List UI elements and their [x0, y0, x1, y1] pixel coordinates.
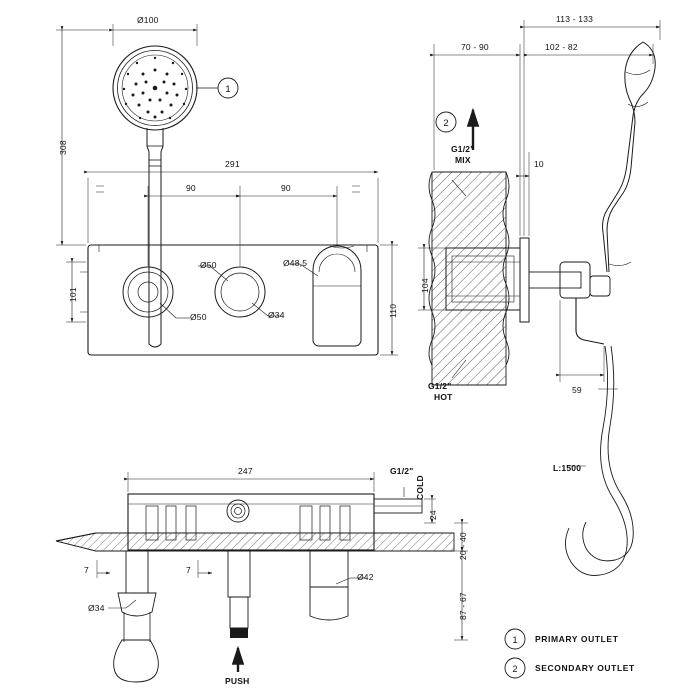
- dim-label-308: 308: [58, 140, 68, 155]
- legend-label-2: SECONDARY OUTLET: [535, 663, 635, 673]
- callout-1-front: [196, 78, 238, 98]
- callout-1-number: 1: [225, 84, 231, 95]
- legend-number-1: 1: [512, 635, 518, 645]
- handshower-head-front: [113, 46, 197, 347]
- dim-59: [560, 300, 604, 382]
- legend-number-2: 2: [512, 664, 518, 674]
- label-hot-line1: G1/2": [428, 381, 452, 391]
- dim-label-104: 104: [420, 278, 430, 293]
- dim-7-a: [97, 560, 110, 578]
- label-mix-line2: MIX: [455, 155, 471, 165]
- dim-90-90: [96, 186, 360, 266]
- dim-291: [88, 172, 378, 243]
- dim-308: [56, 30, 108, 245]
- dim-label-20-40: 20 - 40: [458, 532, 468, 560]
- callout-2-number: 2: [443, 118, 449, 129]
- dim-label-d50-a: Ø50: [200, 260, 217, 270]
- label-push: PUSH: [225, 676, 250, 686]
- dim-label-90-left: 90: [186, 183, 196, 193]
- dim-label-59: 59: [572, 385, 582, 395]
- leader-plan-d34: [108, 600, 136, 608]
- dim-label-d50-b: Ø50: [190, 312, 207, 322]
- label-hot-line2: HOT: [434, 392, 453, 402]
- label-mix-line1: G1/2": [451, 144, 475, 154]
- dim-label-d485: Ø48,5: [283, 258, 308, 268]
- dim-label-291: 291: [225, 159, 240, 169]
- label-cold-line2: COLD: [415, 475, 425, 500]
- dim-label-110: 110: [388, 303, 398, 318]
- dim-label-plan-d34: Ø34: [88, 603, 105, 613]
- dim-label-102-82: 102 - 82: [545, 42, 578, 52]
- flexible-hose: [565, 346, 633, 576]
- label-hose-length: L:1500: [553, 463, 582, 473]
- dim-label-101: 101: [68, 287, 78, 302]
- dim-label-head-diameter: Ø100: [137, 15, 159, 25]
- dim-label-247: 247: [238, 466, 253, 476]
- handshower-side: [603, 42, 656, 272]
- dim-10: [520, 152, 529, 236]
- dim-label-24: 24: [428, 510, 438, 520]
- dim-label-90-right: 90: [281, 183, 291, 193]
- dim-113-133: [524, 20, 660, 236]
- legend-label-1: PRIMARY OUTLET: [535, 634, 619, 644]
- dim-head-diameter: [113, 24, 197, 46]
- plan-view-body: [56, 494, 454, 682]
- dim-label-70-90: 70 - 90: [461, 42, 489, 52]
- dim-label-d34-front: Ø34: [268, 310, 285, 320]
- label-cold-line1: G1/2": [390, 466, 414, 476]
- dim-label-7-a: 7: [84, 565, 89, 575]
- wall-section-hatch: [429, 172, 509, 385]
- dim-7-b: [198, 560, 212, 578]
- dim-label-7-b: 7: [186, 565, 191, 575]
- dim-label-plan-d42: Ø42: [357, 572, 374, 582]
- dim-110: [380, 245, 398, 355]
- dim-label-10: 10: [534, 159, 544, 169]
- trim-plate-front: [88, 245, 378, 355]
- dim-label-87-67: 87 - 67: [458, 592, 468, 620]
- dim-label-113-133: 113 - 133: [556, 14, 594, 24]
